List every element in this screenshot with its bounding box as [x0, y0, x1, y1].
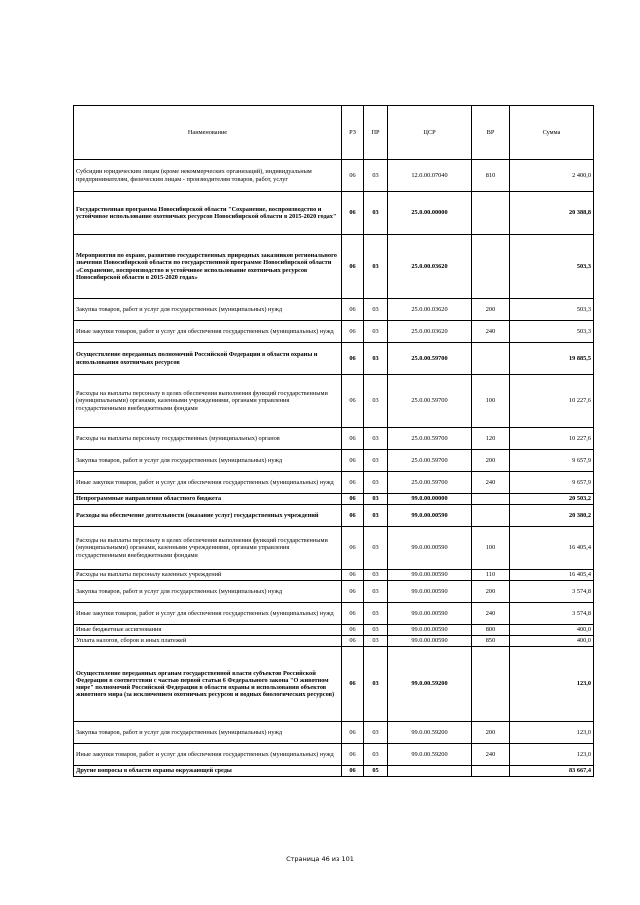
cell-sum: 400,0: [510, 625, 594, 636]
cell-rz: 06: [342, 603, 364, 625]
cell-csr: 25.0.00.59700: [388, 428, 472, 450]
cell-pr: 03: [364, 321, 388, 343]
cell-rz: 06: [342, 494, 364, 505]
cell-rz: 06: [342, 505, 364, 527]
cell-sum: 10 227,6: [510, 428, 594, 450]
cell-rz: 06: [342, 299, 364, 321]
cell-vr: 200: [472, 581, 510, 603]
cell-sum: 19 885,5: [510, 343, 594, 375]
cell-vr: [472, 192, 510, 235]
table-row: [74, 603, 594, 625]
table-body: [74, 160, 594, 777]
cell-csr: 25.0.00.59700: [388, 343, 472, 375]
cell-pr: 03: [364, 722, 388, 744]
cell-pr: 03: [364, 527, 388, 570]
cell-vr: 100: [472, 527, 510, 570]
cell-csr: 25.0.00.59700: [388, 472, 472, 494]
cell-name: Иные закупки товаров, работ и услуг для обеспечения государственных (муниципальных) нужд: [74, 603, 342, 625]
cell-name: Расходы на выплаты персоналу в целях обеспечения выполнения функций государственными (муниципальными) органами, казенными учреждениями, органами управления государственными внебюджетными фондами: [74, 527, 342, 570]
cell-csr: 99.0.00.00590: [388, 505, 472, 527]
cell-csr: 99.0.00.00590: [388, 625, 472, 636]
table-row: [74, 160, 594, 192]
cell-csr: 99.0.00.00590: [388, 603, 472, 625]
cell-pr: 03: [364, 636, 388, 647]
cell-vr: 200: [472, 722, 510, 744]
cell-name: Осуществление переданных полномочий Российской Федерации в области охраны и использования охотничьих ресурсов: [74, 343, 342, 375]
cell-name: Расходы на выплаты персоналу казенных учреждений: [74, 570, 342, 581]
cell-name: Осуществление переданных органам государственной власти субъектов Российской Федерации в соответствии с частью первой статьи 6 Федерального закона "О животном мире" полномочий Российской Федерации в области охраны и использования объектов животного мира (за исключением охотничьих ресурсов и водных биологических ресурсов): [74, 647, 342, 722]
table-row: [74, 636, 594, 647]
table-row: [74, 235, 594, 299]
cell-sum: 3 574,8: [510, 603, 594, 625]
cell-vr: [472, 494, 510, 505]
cell-name: Уплата налогов, сборов и иных платежей: [74, 636, 342, 647]
cell-pr: 03: [364, 160, 388, 192]
table-row: [74, 450, 594, 472]
cell-rz: 06: [342, 235, 364, 299]
cell-vr: [472, 647, 510, 722]
header-rz: РЗ: [342, 106, 364, 160]
cell-name: Закупка товаров, работ и услуг для государственных (муниципальных) нужд: [74, 722, 342, 744]
table-row: [74, 722, 594, 744]
cell-pr: 03: [364, 494, 388, 505]
cell-name: Иные закупки товаров, работ и услуг для обеспечения государственных (муниципальных) нужд: [74, 472, 342, 494]
cell-sum: 503,3: [510, 321, 594, 343]
cell-sum: 123,0: [510, 744, 594, 766]
cell-vr: 240: [472, 472, 510, 494]
cell-name: Расходы на выплаты персоналу в целях обеспечения выполнения функций государственными (муниципальными) органами, казенными учреждениями, органами управления государственными внебюджетными фондами: [74, 375, 342, 428]
cell-sum: 20 380,2: [510, 505, 594, 527]
cell-vr: 200: [472, 299, 510, 321]
cell-name: Расходы на обеспечение деятельности (оказание услуг) государственных учреждений: [74, 505, 342, 527]
cell-vr: 240: [472, 603, 510, 625]
table-row: [74, 527, 594, 570]
header-csr: ЦСР: [388, 106, 472, 160]
cell-pr: 03: [364, 505, 388, 527]
cell-name: Закупка товаров, работ и услуг для государственных (муниципальных) нужд: [74, 299, 342, 321]
cell-sum: 20 503,2: [510, 494, 594, 505]
cell-rz: 06: [342, 766, 364, 777]
cell-rz: 06: [342, 581, 364, 603]
cell-vr: 240: [472, 744, 510, 766]
cell-rz: 06: [342, 375, 364, 428]
cell-sum: 20 388,8: [510, 192, 594, 235]
header-row: [74, 106, 594, 160]
table-row: [74, 343, 594, 375]
cell-name: Расходы на выплаты персоналу государственных (муниципальных) органов: [74, 428, 342, 450]
cell-rz: 06: [342, 450, 364, 472]
cell-rz: 06: [342, 636, 364, 647]
cell-sum: 16 405,4: [510, 527, 594, 570]
cell-pr: 05: [364, 766, 388, 777]
cell-vr: [472, 235, 510, 299]
cell-name: Государственная программа Новосибирской области "Сохранение, воспроизводство и устойчивое использование охотничьих ресурсов Новосибирской области в 2015-2020 годах": [74, 192, 342, 235]
cell-pr: 03: [364, 647, 388, 722]
cell-pr: 03: [364, 603, 388, 625]
cell-pr: 03: [364, 343, 388, 375]
cell-sum: 123,0: [510, 722, 594, 744]
table-row: [74, 744, 594, 766]
cell-name: Закупка товаров, работ и услуг для государственных (муниципальных) нужд: [74, 450, 342, 472]
table-row: [74, 494, 594, 505]
cell-rz: 06: [342, 472, 364, 494]
cell-sum: 83 667,4: [510, 766, 594, 777]
cell-sum: 123,0: [510, 647, 594, 722]
cell-vr: 200: [472, 450, 510, 472]
table-row: [74, 192, 594, 235]
cell-sum: 9 657,9: [510, 450, 594, 472]
cell-sum: 503,3: [510, 299, 594, 321]
cell-pr: 03: [364, 570, 388, 581]
cell-pr: 03: [364, 235, 388, 299]
cell-pr: 03: [364, 472, 388, 494]
cell-vr: 850: [472, 636, 510, 647]
cell-name: Мероприятия по охране, развитию государственных природных заказников регионального значения Новосибирской области по государственной программе Новосибирской области «Сохранение, воспроизводство и устойчивое использование охотничьих ресурсов Новосибирской области в 2015-2020 годах»: [74, 235, 342, 299]
cell-pr: 03: [364, 299, 388, 321]
header-pr: ПР: [364, 106, 388, 160]
cell-sum: 3 574,8: [510, 581, 594, 603]
cell-name: Иные закупки товаров, работ и услуг для обеспечения государственных (муниципальных) нужд: [74, 744, 342, 766]
cell-pr: 03: [364, 192, 388, 235]
cell-csr: 99.0.00.00590: [388, 636, 472, 647]
header-sum: Сумма: [510, 106, 594, 160]
table-row: [74, 505, 594, 527]
cell-rz: 06: [342, 625, 364, 636]
cell-vr: 810: [472, 160, 510, 192]
cell-csr: 25.0.00.59700: [388, 375, 472, 428]
cell-pr: 03: [364, 581, 388, 603]
cell-name: Закупка товаров, работ и услуг для государственных (муниципальных) нужд: [74, 581, 342, 603]
header-vr: ВР: [472, 106, 510, 160]
cell-rz: 06: [342, 570, 364, 581]
cell-rz: 06: [342, 192, 364, 235]
table-row: [74, 428, 594, 450]
cell-rz: 06: [342, 744, 364, 766]
cell-sum: 400,0: [510, 636, 594, 647]
table-row: [74, 766, 594, 777]
table-row: [74, 647, 594, 722]
cell-name: Субсидии юридическим лицам (кроме некоммерческих организаций), индивидуальным предпринимателям, физическим лицам - производителям товаров, работ, услуг: [74, 160, 342, 192]
cell-rz: 06: [342, 160, 364, 192]
cell-name: Иные закупки товаров, работ и услуг для обеспечения государственных (муниципальных) нужд: [74, 321, 342, 343]
header-name: Наименование: [74, 106, 342, 160]
cell-sum: 9 657,9: [510, 472, 594, 494]
cell-csr: 25.0.00.00000: [388, 192, 472, 235]
cell-csr: 25.0.00.03620: [388, 321, 472, 343]
cell-rz: 06: [342, 647, 364, 722]
cell-pr: 03: [364, 744, 388, 766]
cell-csr: 25.0.00.03620: [388, 235, 472, 299]
table-row: [74, 299, 594, 321]
cell-vr: 800: [472, 625, 510, 636]
table-row: [74, 581, 594, 603]
page-number: Страница 46 из 101: [286, 855, 354, 863]
cell-rz: 06: [342, 527, 364, 570]
cell-csr: 12.0.00.07040: [388, 160, 472, 192]
cell-sum: 10 227,6: [510, 375, 594, 428]
cell-csr: 25.0.00.03620: [388, 299, 472, 321]
cell-name: Непрограммные направления областного бюджета: [74, 494, 342, 505]
cell-pr: 03: [364, 625, 388, 636]
cell-vr: 100: [472, 375, 510, 428]
cell-vr: 240: [472, 321, 510, 343]
cell-csr: [388, 766, 472, 777]
cell-csr: 99.0.00.00590: [388, 527, 472, 570]
cell-pr: 03: [364, 450, 388, 472]
cell-vr: [472, 505, 510, 527]
table-row: [74, 625, 594, 636]
cell-rz: 06: [342, 343, 364, 375]
cell-sum: 503,3: [510, 235, 594, 299]
table-row: [74, 570, 594, 581]
cell-rz: 06: [342, 722, 364, 744]
cell-csr: 99.0.00.00590: [388, 570, 472, 581]
budget-table: [73, 105, 594, 777]
cell-vr: [472, 343, 510, 375]
cell-sum: 2 400,0: [510, 160, 594, 192]
cell-vr: 110: [472, 570, 510, 581]
cell-csr: 99.0.00.00590: [388, 581, 472, 603]
cell-vr: [472, 766, 510, 777]
cell-csr: 99.0.00.59200: [388, 744, 472, 766]
cell-csr: 99.0.00.59200: [388, 647, 472, 722]
cell-csr: 25.0.00.59700: [388, 450, 472, 472]
cell-vr: 120: [472, 428, 510, 450]
cell-name: Другие вопросы в области охраны окружающей среды: [74, 766, 342, 777]
cell-csr: 99.0.00.59200: [388, 722, 472, 744]
cell-csr: 99.0.00.00000: [388, 494, 472, 505]
cell-pr: 03: [364, 375, 388, 428]
table-row: [74, 472, 594, 494]
table-row: [74, 321, 594, 343]
cell-rz: 06: [342, 321, 364, 343]
cell-rz: 06: [342, 428, 364, 450]
cell-name: Иные бюджетные ассигнования: [74, 625, 342, 636]
cell-pr: 03: [364, 428, 388, 450]
table-row: [74, 375, 594, 428]
cell-sum: 16 405,4: [510, 570, 594, 581]
